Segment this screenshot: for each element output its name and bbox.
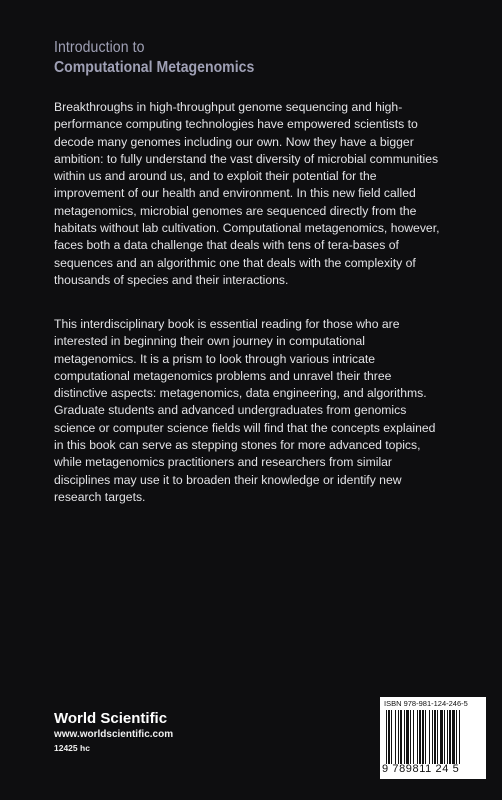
title-line-1: Introduction to <box>54 39 145 56</box>
isbn-label: ISBN 978-981-124-246-5 <box>384 699 468 708</box>
description-paragraph-2: This interdisciplinary book is essential reading for those who are interested in beginning their own journey in computational metagenomics. It is a prism to look through various intricate computational metagenomics problems and unravel their three distinctive aspects: metagenomics, data engineering, and algorithms. Graduate students and advanced undergraduates from genomics science or computer science fields will find that the concepts explained in this book can serve as stepping stones for more advanced topics, while metagenomics practitioners and researchers from similar disciplines may use it to broaden their knowledge or identify new research targets. <box>54 317 436 504</box>
description-paragraph-1: Breakthroughs in high-throughput genome sequencing and high-performance computing technologies have empowered scientists to decode many genomes including our own. Now they have a bigger ambition: to fully understand the vast diversity of microbial communities within us and around us, and to exploit their potential for the improvement of our health and environment. In this new field called metagenomics, microbial genomes are sequenced directly from the habitats without lab cultivation. Computational metagenomics, however, faces both a data challenge that deals with tens of tera-bases of sequences and an algorithmic one that deals with the complexity of thousands of species and their interactions. <box>54 100 440 287</box>
title-line-2: Computational Metagenomics <box>54 59 255 76</box>
publisher-code: 12425 hc <box>54 743 90 753</box>
publisher-url: www.worldscientific.com <box>54 729 174 740</box>
barcode-bars <box>386 710 480 764</box>
barcode-digits: 9 789811 24 5 <box>382 763 460 775</box>
title-block <box>54 38 282 78</box>
publisher-block <box>54 710 173 755</box>
isbn-barcode <box>380 697 486 779</box>
publisher-name: World Scientific <box>54 710 168 727</box>
